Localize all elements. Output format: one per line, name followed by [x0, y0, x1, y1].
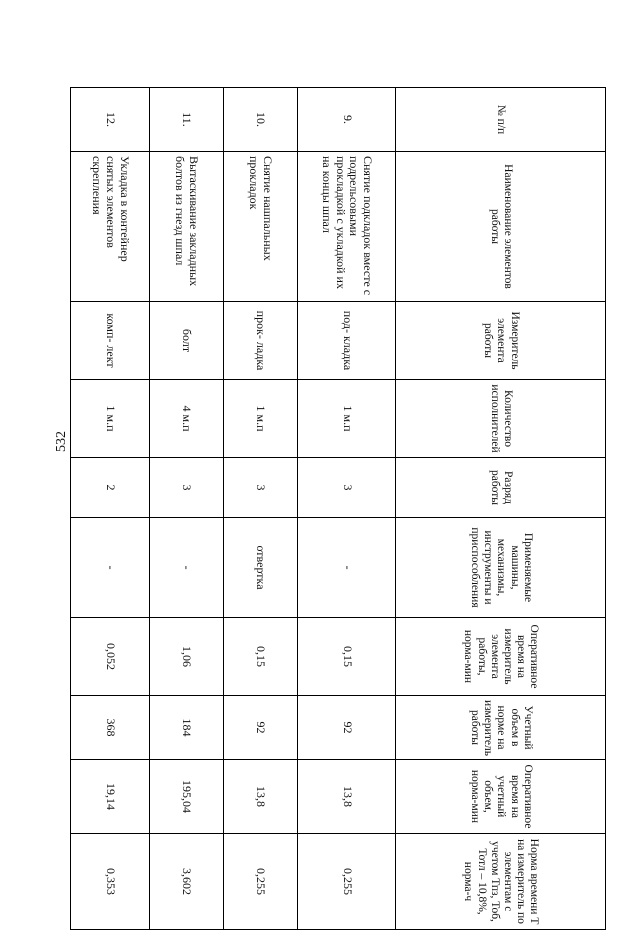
cell-name: Укладка в контейнер снятых элементов скрепления	[71, 152, 150, 302]
cell-workers: 1 м.п	[71, 380, 150, 458]
cell-tools: -	[149, 518, 223, 618]
cell-meter: комп- лект	[71, 302, 150, 380]
cell-op-time-meter: 0,15	[297, 618, 396, 696]
cell-norm-time: 3,602	[149, 834, 223, 930]
header-norm-time: Норма времени Т на измеритель по элементам с учетом Тпз, Тоб, Тотл – 10,8%, норма-ч	[396, 834, 606, 930]
cell-no: 11.	[149, 88, 223, 152]
cell-workers: 1 м.п	[223, 380, 297, 458]
cell-op-time-volume: 13,8	[223, 760, 297, 834]
cell-meter: под- кладка	[297, 302, 396, 380]
rotated-table-area	[70, 87, 606, 925]
cell-name: Снятие подкладок вместе с подрельсовыми прокладкой с укладкой их на концы шпал	[297, 152, 396, 302]
table-row	[297, 88, 396, 930]
header-no: № п/п	[396, 88, 606, 152]
cell-op-time-meter: 0,15	[223, 618, 297, 696]
cell-meter: прок- ладка	[223, 302, 297, 380]
cell-op-time-meter: 1,06	[149, 618, 223, 696]
cell-norm-time: 0,353	[71, 834, 150, 930]
cell-op-time-volume: 19,14	[71, 760, 150, 834]
cell-grade: 3	[297, 458, 396, 518]
cell-volume: 368	[71, 696, 150, 760]
header-volume: Учетный объем в норме на измеритель работы	[396, 696, 606, 760]
header-op-time-volume: Оперативное время на учетный объем, норма-мин	[396, 760, 606, 834]
cell-tools: отвертка	[223, 518, 297, 618]
cell-volume: 184	[149, 696, 223, 760]
norms-table	[70, 87, 606, 930]
cell-workers: 1 м.п	[297, 380, 396, 458]
cell-name: Вытаскивание закладных болтов из гнезд шпал	[149, 152, 223, 302]
header-op-time-meter: Оперативное время на измеритель элемента работы, норма-мин	[396, 618, 606, 696]
cell-op-time-meter: 0,052	[71, 618, 150, 696]
table-row	[223, 88, 297, 930]
header-grade: Разряд работы	[396, 458, 606, 518]
cell-no: 12.	[71, 88, 150, 152]
header-name: Наименование элементов работы	[396, 152, 606, 302]
header-meter: Измеритель элемента работы	[396, 302, 606, 380]
cell-op-time-volume: 13,8	[297, 760, 396, 834]
cell-op-time-volume: 195,04	[149, 760, 223, 834]
cell-tools: -	[297, 518, 396, 618]
cell-no: 10.	[223, 88, 297, 152]
cell-no: 9.	[297, 88, 396, 152]
cell-grade: 2	[71, 458, 150, 518]
cell-workers: 4 м.п	[149, 380, 223, 458]
table-row	[71, 88, 150, 930]
header-workers: Количество исполнителей	[396, 380, 606, 458]
header-row	[396, 88, 606, 930]
cell-grade: 3	[223, 458, 297, 518]
cell-norm-time: 0,255	[223, 834, 297, 930]
cell-meter: болт	[149, 302, 223, 380]
cell-volume: 92	[223, 696, 297, 760]
header-tools: Применяемые машины, механизмы, инструменты и приспособления	[396, 518, 606, 618]
table-row	[149, 88, 223, 930]
cell-grade: 3	[149, 458, 223, 518]
cell-name: Снятие нашпальных прокладок	[223, 152, 297, 302]
cell-tools: -	[71, 518, 150, 618]
page-number: 532	[54, 431, 69, 452]
cell-norm-time: 0,255	[297, 834, 396, 930]
cell-volume: 92	[297, 696, 396, 760]
